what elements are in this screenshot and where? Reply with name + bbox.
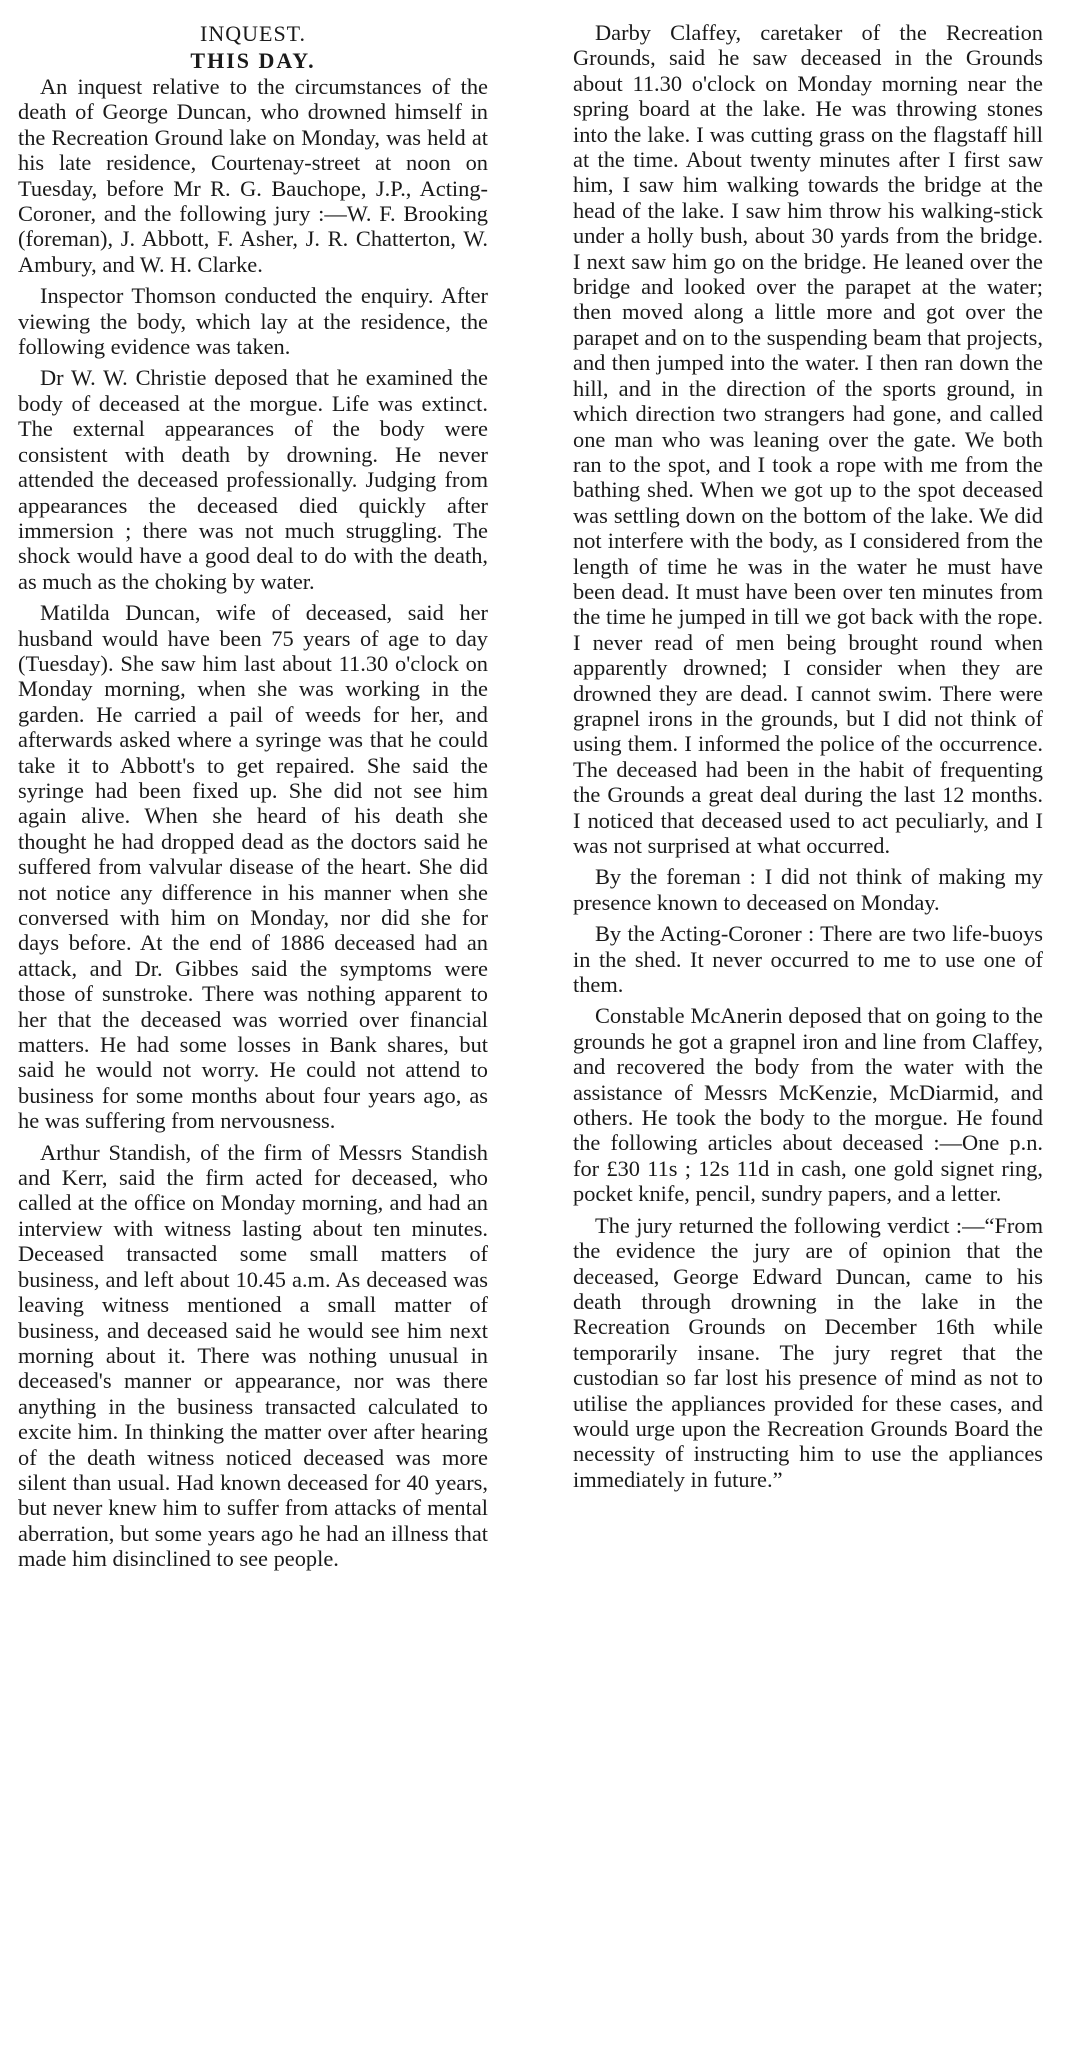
paragraph-matilda-duncan: Matilda Duncan, wife of deceased, said her husband would have been 75 years of age to day (Tuesday). She saw him last about 11.30 o'clock on Monday morning, when she was working in the garden. He carried a pail of weeds for her, and afterwards asked where a syringe was that he could take it to Abbott's to get repaired. She said the syringe had been fixed up. She did not see him again alive. When she heard of his death she thought he had dropped dead as the doctors said he suffered from valvular disease of the heart. She did not notice any difference in his manner when she conversed with him on Monday, nor did she for days before. At the end of 1886 deceased had an attack, and Dr. Gibbes said the symptoms were those of sunstroke. There was nothing apparent to her that the deceased was worried over financial matters. He had some losses in Bank shares, but said he would not worry. He could not attend to business for some months about four years ago, as he was suffering from nervousness. bbox=[18, 600, 488, 1134]
left-column bbox=[18, 20, 488, 1578]
paragraph-by-foreman: By the foreman : I did not think of making my presence known to deceased on Monday. bbox=[573, 864, 1043, 915]
paragraph-arthur-standish: Arthur Standish, of the firm of Messrs Standish and Kerr, said the firm acted for deceased, who called at the office on Monday morning, and had an interview with witness lasting about ten minutes. Deceased transacted some small matters of business, and left about 10.45 a.m. As deceased was leaving witness mentioned a small matter of business, and deceased said he would see him next morning about it. There was nothing unusual in deceased's manner or appearance, nor was there anything in the business transacted calculated to excite him. In thinking the matter over after hearing of the death witness noticed deceased was more silent than usual. Had known deceased for 40 years, but never knew him to suffer from attacks of mental aberration, but some years ago he had an illness that made him disinclined to see people. bbox=[18, 1139, 488, 1572]
paragraph-constable-mcanerin: Constable McAnerin deposed that on going to the grounds he got a grapnel iron and line from Claffey, and recovered the body from the water with the assistance of Messrs McKenzie, McDiarmid, and others. He took the body to the morgue. He found the following articles about deceased :—One p.n. for £30 11s ; 12s 11d in cash, one gold signet ring, pocket knife, pencil, sundry papers, and a letter. bbox=[573, 1003, 1043, 1207]
paragraph-jury-verdict: The jury returned the following verdict :—“From the evidence the jury are of opinion that the deceased, George Edward Duncan, came to his death through drowning in the lake in the Recreation Grounds on December 16th while temporarily insane. The jury regret that the custodian so far lost his presence of mind as not to utilise the appliances provided for these cases, and would urge upon the Recreation Grounds Board the necessity of instructing him to use the appliances immediately in future.” bbox=[573, 1212, 1043, 1492]
right-column bbox=[573, 20, 1043, 1498]
article-subheading: THIS DAY. bbox=[190, 48, 316, 73]
paragraph-inspector: Inspector Thomson conducted the enquiry. After viewing the body, which lay at the residence, the following evidence was taken. bbox=[18, 283, 488, 360]
paragraph-inquest-intro: An inquest relative to the circumstances of the death of George Duncan, who drowned himself in the Recreation Ground lake on Monday, was held at his late residence, Courtenay-street at noon on Tuesday, before Mr R. G. Bauchope, J.P., Acting-Coroner, and the following jury :—W. F. Brooking (foreman), J. Abbott, F. Asher, J. R. Chatterton, W. Ambury, and W. H. Clarke. bbox=[18, 74, 488, 277]
paragraph-by-acting-coroner: By the Acting-Coroner : There are two life-buoys in the shed. It never occurred to me to use one of them. bbox=[573, 921, 1043, 998]
article-heading: INQUEST. bbox=[200, 21, 306, 46]
newspaper-page bbox=[18, 20, 1058, 2035]
paragraph-darby-claffey: Darby Claffey, caretaker of the Recreation Grounds, said he saw deceased in the Grounds about 11.30 o'clock on Monday morning near the spring board at the lake. He was throwing stones into the lake. I was cutting grass on the flagstaff hill at the time. About twenty minutes after I first saw him, I saw him walking towards the bridge at the head of the lake. I saw him throw his walking-stick under a holly bush, about 30 yards from the bridge. I next saw him go on the bridge. He leaned over the bridge and looked over the parapet at the water; then moved along a little more and got over the parapet and on to the suspending beam that projects, and then jumped into the water. I then ran down the hill, and in the direction of the sports ground, in which direction two strangers had gone, and called one man who was leaning over the gate. We both ran to the spot, and I took a rope with me from the bathing shed. When we got up to the spot deceased was settling down on the bottom of the lake. We did not interfere with the body, as I considered from the length of time he was in the water he must have been dead. It must have been over ten minutes from the time he jumped in till we got back with the rope. I never read of men being brought round when apparently drowned; I consider when they are drowned they are dead. I cannot swim. There were grapnel irons in the grounds, but I did not think of using them. I informed the police of the occurrence. The deceased had been in the habit of frequenting the Grounds a great deal during the last 12 months. I noticed that deceased used to act peculiarly, and I was not surprised at what occurred. bbox=[573, 20, 1043, 858]
paragraph-dr-christie: Dr W. W. Christie deposed that he examined the body of deceased at the morgue. Life was extinct. The external appearances of the body were consistent with death by drowning. He never attended the deceased professionally. Judging from appearances the deceased died quickly after immersion ; there was not much struggling. The shock would have a good deal to do with the death, as much as the choking by water. bbox=[18, 365, 488, 594]
